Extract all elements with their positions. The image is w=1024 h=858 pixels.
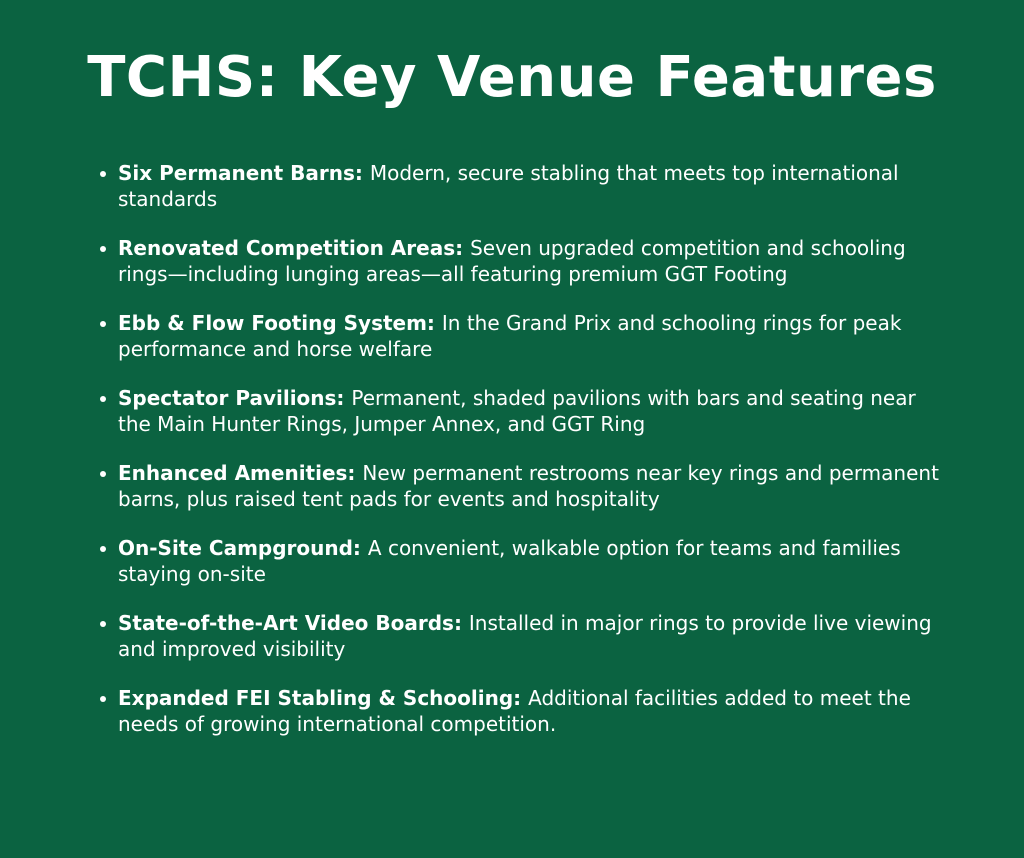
feature-name: Enhanced Amenities: <box>118 461 363 485</box>
feature-item <box>98 235 948 287</box>
feature-item <box>98 685 948 737</box>
feature-name: State-of-the-Art Video Boards: <box>118 611 469 635</box>
feature-list <box>98 160 948 760</box>
feature-item <box>98 610 948 662</box>
feature-description: A convenient, walkable option for teams and families staying on-site <box>118 536 901 586</box>
feature-description: In the Grand Prix and schooling rings for peak performance and horse welfare <box>118 311 902 361</box>
feature-description: Modern, secure stabling that meets top international standards <box>118 161 899 211</box>
feature-item <box>98 385 948 437</box>
feature-name: Spectator Pavilions: <box>118 386 352 410</box>
feature-name: On-Site Campground: <box>118 536 368 560</box>
feature-description: Seven upgraded competition and schooling rings—including lunging areas—all featuring premium GGT Footing <box>118 236 906 286</box>
feature-description: Additional facilities added to meet the needs of growing international competition. <box>118 686 911 736</box>
feature-name: Expanded FEI Stabling & Schooling: <box>118 686 529 710</box>
feature-name: Ebb & Flow Footing System: <box>118 311 442 335</box>
feature-description: New permanent restrooms near key rings and permanent barns, plus raised tent pads for events and hospitality <box>118 461 939 511</box>
feature-item <box>98 310 948 362</box>
feature-item <box>98 535 948 587</box>
feature-item <box>98 460 948 512</box>
feature-name: Renovated Competition Areas: <box>118 236 471 260</box>
feature-description: Permanent, shaded pavilions with bars and seating near the Main Hunter Rings, Jumper Annex, and GGT Ring <box>118 386 916 436</box>
feature-name: Six Permanent Barns: <box>118 161 370 185</box>
page-title: TCHS: Key Venue Features <box>87 45 937 110</box>
feature-description: Installed in major rings to provide live viewing and improved visibility <box>118 611 932 661</box>
feature-item <box>98 160 948 212</box>
